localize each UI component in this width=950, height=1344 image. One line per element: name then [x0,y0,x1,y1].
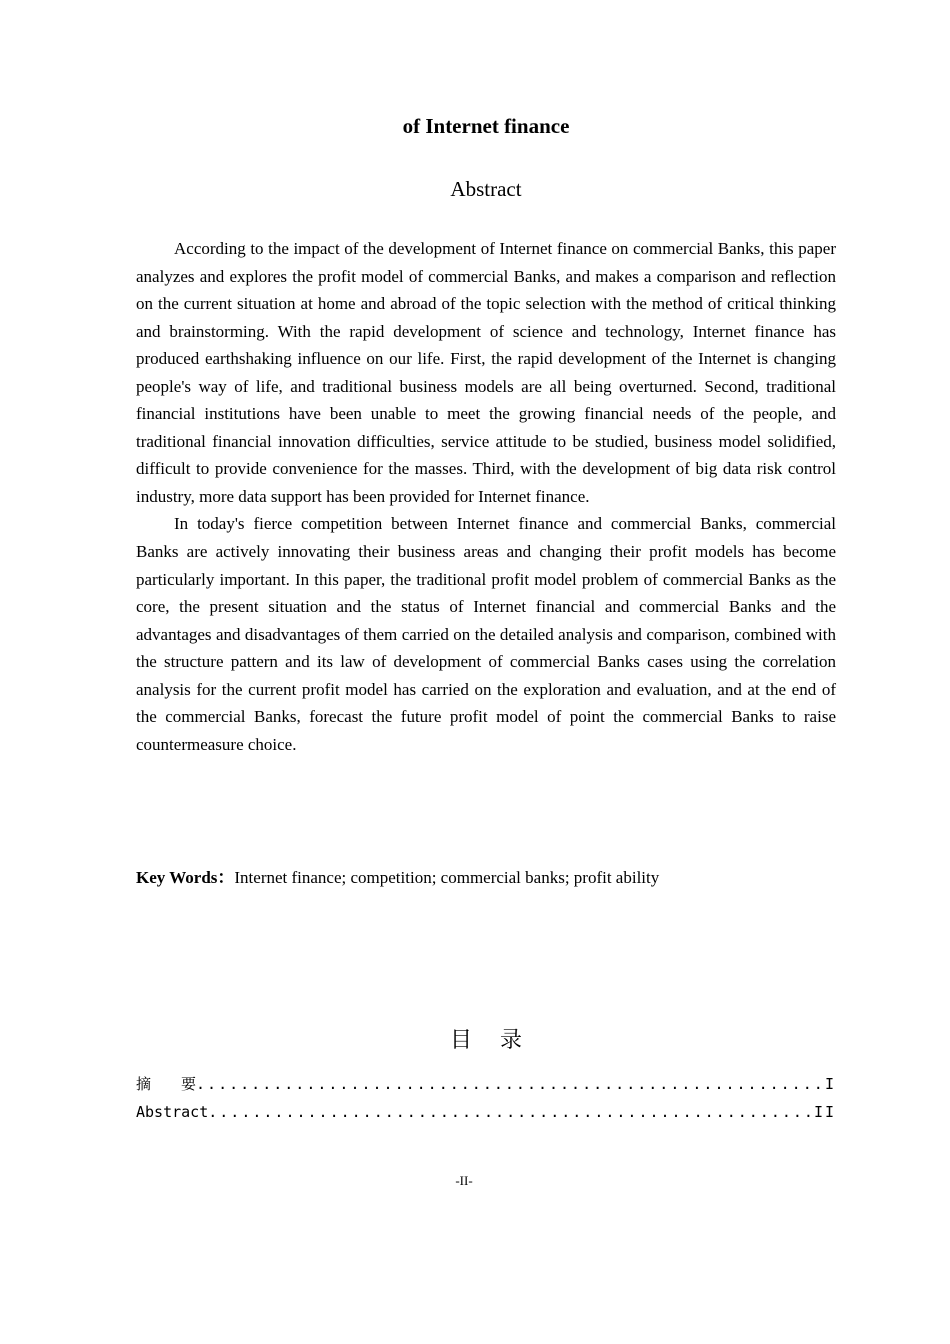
toc-entry-label: 摘要 [136,1075,227,1093]
toc-entry-abstract[interactable] [136,1098,836,1126]
toc-entry-zhaiyao[interactable] [136,1070,836,1098]
abstract-paragraph-1: According to the impact of the development of Internet finance on commercial Banks, this paper analyzes and explores the profit model of commercial Banks, and makes a comparison and reflection on the current situation at home and abroad of the topic selection with the method of critical thinking and brainstorming. With the rapid development of science and technology, Internet finance has produced earthshaking influence on our life. First, the rapid development of the Internet is changing people's way of life, and traditional business models are all being overturned. Second, traditional financial institutions have been unable to meet the growing financial needs of the people, and traditional financial innovation difficulties, service attitude to be studied, business model solidified, difficult to provide convenience for the masses. Third, with the development of big data risk control industry, more data support has been provided for Internet finance. [136,239,836,506]
keywords-value: Internet finance; competition; commercial banks; profit ability [234,868,660,887]
toc-title: 目录 [449,1028,550,1053]
toc-entry-page: II [813,1103,836,1121]
toc-leader-dots [196,1070,823,1098]
toc-entry-page: I [824,1075,836,1093]
abstract-heading: Abstract [450,177,522,201]
abstract-paragraph-2: In today's fierce competition between Internet finance and commercial Banks, commercial Banks are actively innovating their business areas and changing their profit models has become particularly important. In this paper, the traditional profit model problem of commercial Banks as the core, the present situation and the status of Internet financial and commercial Banks and the advantages and disadvantages of them carried on the detailed analysis and comparison, combined with the structure pattern and its law of development of commercial Banks cases using the correlation analysis for the current profit model has carried on the exploration and evaluation, and at the end of the commercial Banks, forecast the future profit model of point the commercial Banks to raise countermeasure choice. [136,514,836,754]
toc-leader-dots [208,1098,812,1126]
keywords-line [136,864,836,891]
toc-entry-label: Abstract [136,1103,209,1121]
paper-title: of Internet finance [402,114,570,138]
table-of-contents [136,1070,836,1126]
abstract-body [136,235,836,758]
page-number: -II- [455,1173,473,1188]
keywords-label: Key Words： [136,868,235,887]
